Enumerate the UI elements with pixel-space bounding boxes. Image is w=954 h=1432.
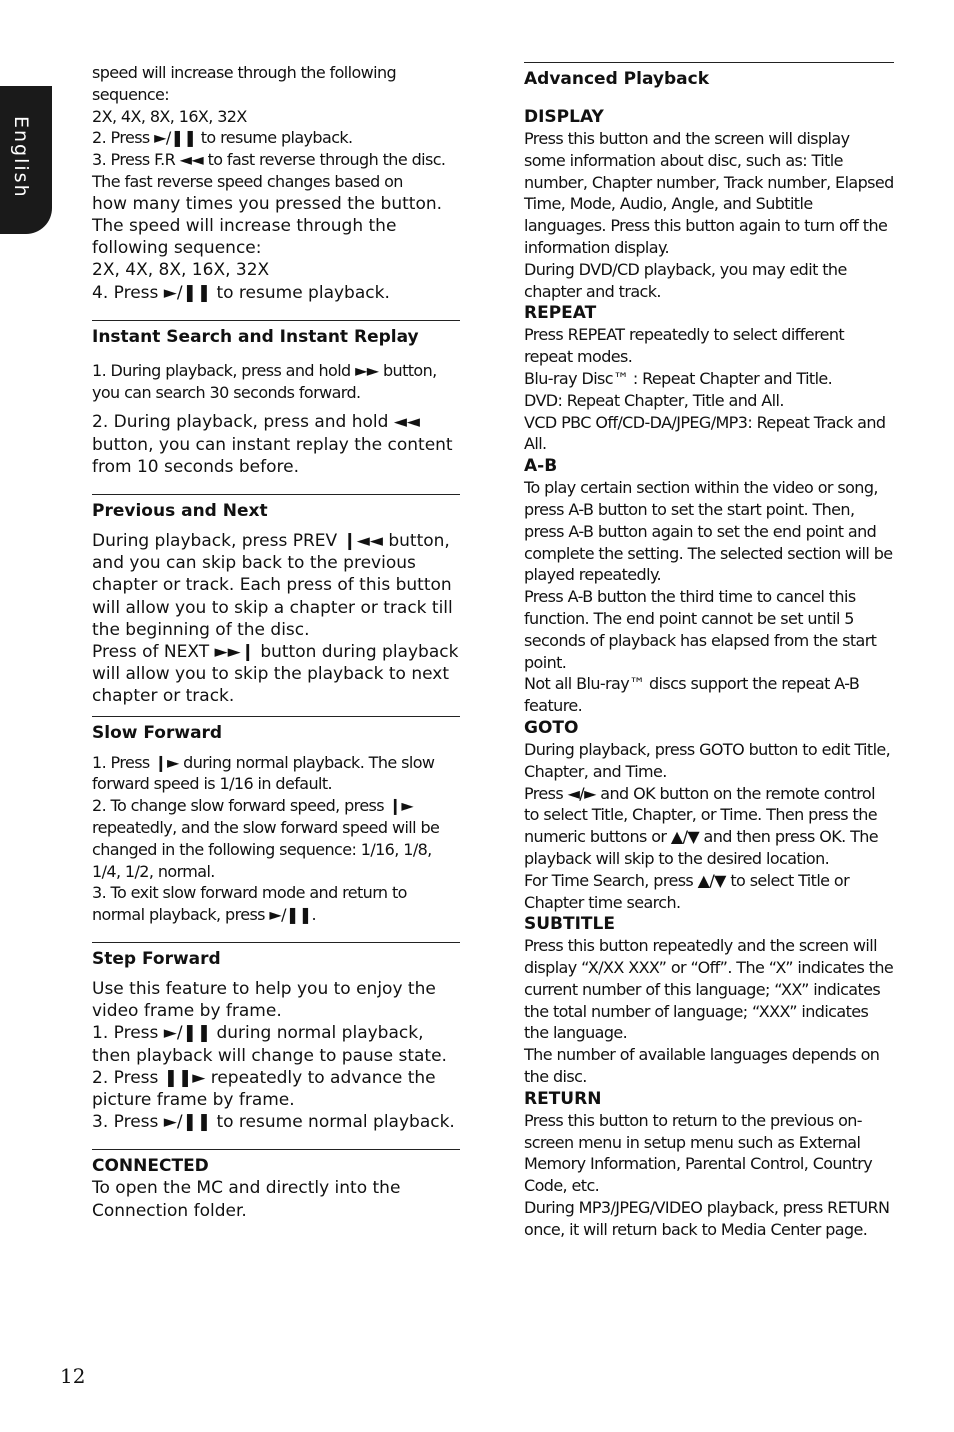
step-section <box>92 942 460 1133</box>
repeat-text: Press REPEAT repeatedly to select different repeat modes. Blu-ray Disc™ : Repeat Chapter and Title. DVD: Repeat Chapter, Title and All. VCD PBC Off/CD-DA/JPEG/MP3: Repeat Track and All. <box>524 325 886 454</box>
prevnext-section <box>92 494 460 708</box>
ab-heading: A-B <box>524 456 558 477</box>
subtitle-section <box>524 913 894 1088</box>
goto-section <box>524 717 894 913</box>
slow-heading: Slow Forward <box>92 722 223 743</box>
ab-section <box>524 455 894 717</box>
instant-heading: Instant Search and Instant Replay <box>92 326 419 347</box>
return-section <box>524 1088 894 1241</box>
intro-text-2: how many times you pressed the button. The speed will increase through the following sequence: 2X, 4X, 8X, 16X, 32X 4. Press ►/❚❚ to resume playback. <box>92 193 443 303</box>
advanced-section <box>524 62 894 90</box>
goto-text: During playback, press GOTO button to edit Title, Chapter, and Time. Press ◄/► and OK button on the remote control to select Title, Chapter, or Time. Then press the numeric buttons or ▲/▼ and then press OK. The playback will skip to the desired location. For Time Search, press ▲/▼ to select Title or Chapter time search. <box>524 739 891 912</box>
slow-section <box>92 716 460 926</box>
prevnext-heading: Previous and Next <box>92 501 268 521</box>
display-section <box>524 106 894 302</box>
left-column <box>92 62 460 1222</box>
return-heading: RETURN <box>524 1088 602 1109</box>
subtitle-heading: SUBTITLE <box>524 914 615 935</box>
connected-heading: CONNECTED <box>92 1156 209 1177</box>
instant-text-1: 1. During playback, press and hold ►► button, you can search 30 seconds forward. <box>92 360 437 402</box>
instant-text-2: 2. During playback, press and hold ◄◄ button, you can instant replay the content from 10 seconds before. <box>92 412 453 477</box>
repeat-section <box>524 302 894 455</box>
intro-text-1: speed will increase through the following sequence: 2X, 4X, 8X, 16X, 32X 2. Press ►/❚❚ to resume playback. 3. Press F.R ◄◄ to fast reverse through the disc. The fast reverse speed changes based on <box>92 63 446 191</box>
advanced-title: Advanced Playback <box>524 69 710 89</box>
display-text: Press this button and the screen will display some information about disc, such as: Title number, Chapter number, Track number, Elapsed Time, Mode, Audio, Angle, and Subtitle languages. Press this button again to turn off the information display. During DVD/CD playback, you may edit the chapter and track. <box>524 129 894 301</box>
instant-section <box>92 320 460 478</box>
goto-heading: GOTO <box>524 717 579 738</box>
language-tab-label: English <box>10 116 32 199</box>
step-text: Use this feature to help you to enjoy the video frame by frame. 1. Press ►/❚❚ during normal playback, then playback will change to pause state. 2. Press ❚❚► repeatedly to advance the picture frame by frame. 3. Press ►/❚❚ to resume normal playback. <box>92 979 455 1133</box>
prevnext-text: During playback, press PREV ❙◄◄ button, and you can skip back to the previous chapter or track. Each press of this button will allow you to skip a chapter or track till the beginning of the disc. Press of NEXT ►►❙ button during playback will allow you to skip the playback to next chapter or track. <box>92 531 459 707</box>
step-heading: Step Forward <box>92 949 221 969</box>
repeat-heading: REPEAT <box>524 303 597 324</box>
connected-text: To open the MC and directly into the Connection folder. <box>92 1178 401 1221</box>
display-heading: DISPLAY <box>524 107 604 127</box>
ab-text: To play certain section within the video or song, press A-B button to set the start point. Then, press A-B button again to set the end point and complete the setting. The selected section will be played repeatedly. Press A-B button the third time to cancel this function. The end point cannot be set until 5 seconds of playback has elapsed from the start point. Not all Blu-ray™ discs support the repeat A-B feature. <box>524 478 893 716</box>
right-column <box>524 62 894 1241</box>
return-text: Press this button to return to the previous on-screen menu in setup menu such as External Memory Information, Parental Control, Country Code, etc. During MP3/JPEG/VIDEO playback, press RETURN once, it will return back to Media Center page. <box>524 1110 890 1239</box>
language-tab <box>0 86 52 234</box>
connected-section <box>92 1149 460 1221</box>
page-number: 12 <box>60 1364 86 1388</box>
subtitle-text: Press this button repeatedly and the screen will display “X/XX XXX” or “Off”. The “X” indicates the current number of this language; “XX” indicates the total number of language; “XXX” indicates the language. The number of available languages depends on the disc. <box>524 936 894 1087</box>
slow-text: 1. Press ❙► during normal playback. The slow forward speed is 1/16 in default. 2. To change slow forward speed, press ❙► repeatedly, and the slow forward speed will be changed in the following sequence: 1/16, 1/8, 1/4, 1/2, normal. 3. To exit slow forward mode and return to normal playback, press ►/❚❚. <box>92 752 440 925</box>
